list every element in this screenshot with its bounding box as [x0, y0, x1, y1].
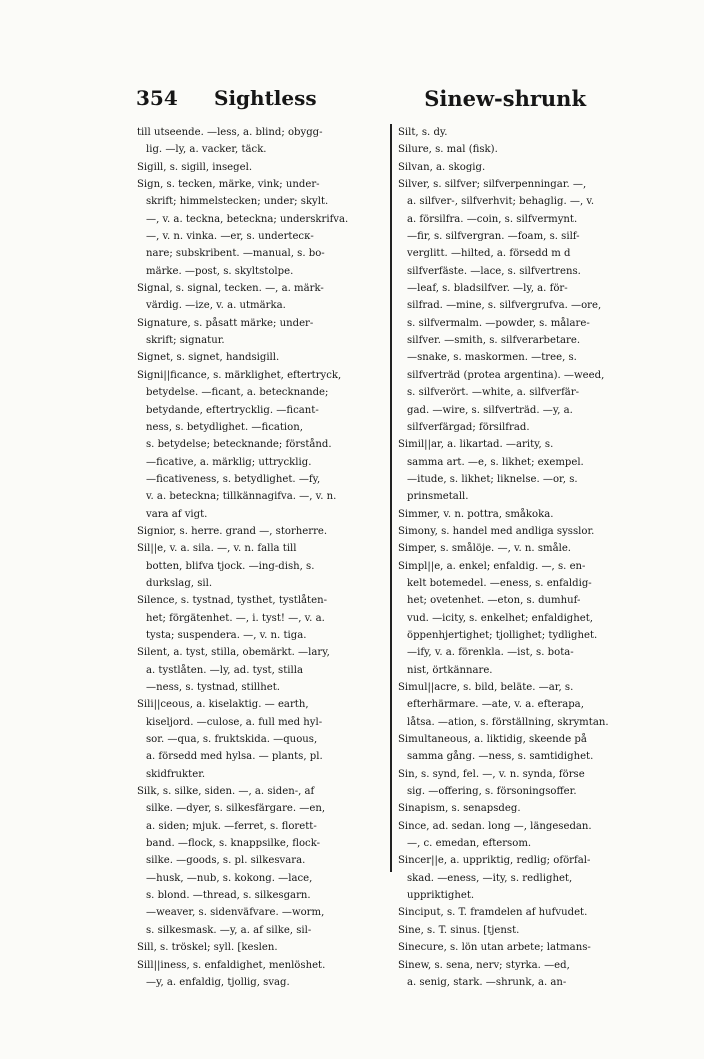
entry-first-line: Signior, s. herre. grand —, storherre.: [137, 525, 328, 537]
entry-continuation-line: låtsa. —ation, s. förställning, skrymtan.: [407, 716, 609, 728]
entry-continuation-line: kelt botemedel. —eness, s. enfaldig-: [407, 577, 592, 589]
entry-continuation-line: a. försedd med hylsa. — plants, pl.: [146, 751, 323, 763]
entry-continuation-line: band. —flock, s. knappsilke, flock-: [146, 838, 321, 850]
dictionary-entry: [398, 957, 660, 992]
entry-first-line: till utseende. —less, a. blind; obygg-: [137, 127, 323, 138]
entry-continuation-line: silfver. —smith, s. silfverarbetare.: [407, 335, 581, 347]
entry-first-line: Sign, s. tecken, märke, vink; under-: [137, 179, 320, 191]
entry-first-line: Sinew, s. sena, nerv; styrka. —ed,: [398, 959, 570, 971]
entry-continuation-line: s. betydelse; betecknande; förstånd.: [146, 439, 332, 451]
dictionary-entry: [398, 852, 660, 904]
page-number: 354: [136, 86, 178, 110]
entry-first-line: Sill, s. tröskel; syll. [keslen.: [137, 942, 278, 954]
entry-continuation-line: silfverfärgad; försilfrad.: [407, 421, 530, 433]
dictionary-entry: [137, 280, 389, 315]
dictionary-entry: [137, 176, 389, 280]
entry-first-line: Sinciput, s. T. framdelen af hufvudet.: [398, 907, 588, 919]
dictionary-entry: [398, 176, 660, 436]
entry-continuation-line: vud. —icity, s. enkelhet; enfaldighet,: [407, 612, 593, 624]
entry-first-line: Silure, s. mal (fisk).: [398, 144, 498, 156]
page-header: [136, 86, 586, 116]
entry-continuation-line: durkslag, sil.: [146, 577, 213, 589]
entry-continuation-line: skidfrukter.: [146, 768, 206, 780]
entry-first-line: Sinapism, s. senapsdeg.: [398, 803, 521, 815]
entry-continuation-line: a. tystlåten. —ly, ad. tyst, stilla: [146, 664, 303, 676]
entry-first-line: Silt, s. dy.: [398, 127, 448, 138]
entry-continuation-line: sor. —qua, s. fruktskida. —quous,: [146, 734, 318, 746]
entry-continuation-line: skrift; himmelstecken; under; skylt.: [146, 196, 329, 208]
entry-continuation-line: a. silfver-, silfverhvit; behaglig. —, v.: [407, 196, 595, 208]
entry-first-line: Signal, s. signal, tecken. —, a. märk-: [137, 283, 324, 295]
dictionary-entry: [398, 939, 660, 956]
entry-continuation-line: lig. —ly, a. vacker, täck.: [146, 144, 267, 156]
dictionary-entry: [398, 124, 660, 141]
dictionary-entry: [137, 783, 389, 939]
entry-continuation-line: a. försilfra. —coin, s. silfvermynt.: [407, 213, 578, 225]
entry-first-line: Simpl||e, a. enkel; enfaldig. —, s. en-: [398, 560, 586, 572]
entry-continuation-line: värdig. —ize, v. a. utmärka.: [146, 300, 286, 312]
entry-continuation-line: prinsmetall.: [407, 491, 469, 503]
entry-first-line: Silvan, a. skogig.: [398, 161, 486, 173]
entry-continuation-line: —husk, —nub, s. kokong. —lace,: [146, 872, 313, 884]
entry-first-line: Simmer, v. n. pottra, småkoka.: [398, 508, 554, 520]
dictionary-entry: [137, 367, 389, 523]
entry-continuation-line: vara af vigt.: [146, 508, 208, 520]
entry-first-line: Signi||ficance, s. märklighet, eftertryck,: [137, 369, 342, 381]
dictionary-entry: [398, 540, 660, 557]
entry-continuation-line: —ify, v. a. förenkla. —ist, s. bota-: [407, 647, 574, 659]
entry-continuation-line: sig. —offering, s. försoningsoffer.: [407, 786, 577, 798]
dictionary-entry: [137, 315, 389, 350]
entry-continuation-line: betydande, eftertrycklig. —ficant-: [146, 404, 319, 416]
entry-first-line: Signet, s. signet, handsigill.: [137, 352, 280, 364]
entry-continuation-line: —ficativeness, s. betydlighet. —fy,: [146, 473, 321, 485]
entry-first-line: Signature, s. påsatt märke; under-: [137, 317, 314, 329]
entry-continuation-line: —itude, s. likhet; liknelse. —or, s.: [407, 473, 578, 485]
entry-continuation-line: s. silkesmask. —y, a. af silke, sil-: [146, 924, 312, 936]
entry-continuation-line: —snake, s. maskormen. —tree, s.: [407, 352, 577, 364]
entry-continuation-line: öppenhjertighet; tjollighet; tydlighet.: [407, 629, 598, 641]
entry-continuation-line: s. silfverört. —white, a. silfverfär-: [407, 387, 580, 399]
entry-continuation-line: a. senig, stark. —shrunk, a. an-: [407, 976, 567, 988]
entry-continuation-line: uppriktighet.: [407, 890, 475, 902]
entry-continuation-line: silfverfäste. —lace, s. silfvertrens.: [407, 265, 581, 277]
dictionary-entry: [398, 159, 660, 176]
dictionary-entry: [137, 644, 389, 696]
entry-continuation-line: —leaf, s. bladsilfver. —ly, a. för-: [407, 283, 568, 295]
entry-first-line: Sincer||e, a. uppriktig, redlig; oförfal-: [398, 855, 591, 867]
entry-continuation-line: nare; subskribent. —manual, s. bo-: [146, 248, 325, 260]
entry-first-line: Sil||e, v. a. sila. —, v. n. falla till: [137, 543, 297, 555]
dictionary-entry: [398, 766, 660, 801]
dictionary-entry: [137, 592, 389, 644]
entry-continuation-line: s. blond. —thread, s. silkesgarn.: [146, 890, 311, 902]
entry-first-line: Sin, s. synd, fel. —, v. n. synda, förse: [398, 768, 585, 780]
entry-first-line: Silence, s. tystnad, tysthet, tystlåten-: [137, 595, 328, 607]
entry-continuation-line: samma art. —e, s. likhet; exempel.: [407, 456, 584, 468]
left-column: [137, 124, 389, 991]
dictionary-entry: [398, 558, 660, 679]
entry-continuation-line: gad. —wire, s. silfverträd. —y, a.: [407, 404, 573, 416]
entry-continuation-line: —ficative, a. märklig; uttrycklig.: [146, 456, 312, 468]
entry-continuation-line: skrift; signatur.: [146, 335, 225, 347]
entry-continuation-line: ness, s. betydlighet. —fication,: [146, 421, 303, 433]
entry-continuation-line: —, v. a. teckna, beteckna; underskrifva.: [146, 213, 349, 225]
dictionary-entry: [137, 540, 389, 592]
entry-first-line: Silver, s. silfver; silfverpenningar. —,: [398, 179, 587, 191]
entry-continuation-line: silfrad. —mine, s. silfvergrufva. —ore,: [407, 300, 602, 312]
entry-continuation-line: silke. —dyer, s. silkesfärgare. —en,: [146, 803, 326, 815]
entry-continuation-line: kiseljord. —culose, a. full med hyl-: [146, 716, 323, 728]
entry-first-line: Sine, s. T. sinus. [tjenst.: [398, 924, 520, 936]
entry-continuation-line: —fir, s. silfvergran. —foam, s. silf-: [407, 231, 580, 243]
entry-first-line: Silent, a. tyst, stilla, obemärkt. —lary,: [137, 647, 330, 659]
entry-continuation-line: —weaver, s. sidenväfvare. —worm,: [146, 907, 325, 919]
entry-continuation-line: het; förgätenhet. —, i. tyst! —, v. a.: [146, 612, 325, 624]
entry-first-line: Simper, s. smålöje. —, v. n. småle.: [398, 543, 572, 555]
entry-continuation-line: silfverträd (protea argentina). —weed,: [407, 369, 605, 381]
entry-continuation-line: betydelse. —ficant, a. betecknande;: [146, 387, 329, 399]
dictionary-entry: [398, 904, 660, 921]
dictionary-entry: [398, 506, 660, 523]
left-guide-word: Sightless: [214, 86, 317, 110]
dictionary-entry: [137, 159, 389, 176]
entry-continuation-line: —y, a. enfaldig, tjollig, svag.: [146, 976, 290, 988]
entry-first-line: Silk, s. silke, siden. —, a. siden-, af: [137, 786, 315, 798]
dictionary-entry: [137, 349, 389, 366]
entry-continuation-line: märke. —post, s. skyltstolpe.: [146, 265, 294, 277]
dictionary-entry: [398, 436, 660, 505]
dictionary-entry: [398, 731, 660, 766]
entry-continuation-line: verglitt. —hilted, a. försedd m d: [407, 248, 571, 260]
entry-continuation-line: —ness, s. tystnad, stillhet.: [146, 682, 280, 693]
entry-continuation-line: nist, örtkännare.: [407, 664, 493, 676]
dictionary-entry: [398, 523, 660, 540]
right-column: [398, 124, 660, 991]
entry-continuation-line: skad. —eness, —ity, s. redlighet,: [407, 872, 573, 884]
dictionary-entry: [398, 679, 660, 731]
entry-continuation-line: v. a. beteckna; tillkännagifva. —, v. n.: [146, 491, 337, 503]
entry-first-line: Simul||acre, s. bild, beläte. —ar, s.: [398, 682, 574, 693]
column-divider: [390, 124, 392, 872]
dictionary-entry: [137, 957, 389, 992]
dictionary-entry: [137, 523, 389, 540]
dictionary-entry: [137, 939, 389, 956]
dictionary-entry: [137, 696, 389, 783]
entry-first-line: Since, ad. sedan. long —, längesedan.: [398, 820, 592, 832]
entry-first-line: Simony, s. handel med andliga sysslor.: [398, 525, 595, 537]
dictionary-entry: [398, 800, 660, 817]
entry-continuation-line: silke. —goods, s. pl. silkesvara.: [146, 855, 306, 867]
entry-continuation-line: botten, blifva tjock. —ing-dish, s.: [146, 560, 315, 572]
entry-continuation-line: efterhärmare. —ate, v. a. efterapa,: [407, 699, 584, 711]
entry-continuation-line: het; ovetenhet. —eton, s. dumhuf-: [407, 595, 581, 607]
entry-continuation-line: s. silfvermalm. —powder, s. målare-: [407, 317, 590, 329]
dictionary-entry: [398, 141, 660, 158]
entry-first-line: Simil||ar, a. likartad. —arity, s.: [398, 439, 554, 451]
entry-continuation-line: —, v. n. vinka. —er, s. undertecк-: [146, 231, 314, 243]
dictionary-entry: [398, 818, 660, 853]
entry-continuation-line: samma gång. —ness, s. samtidighet.: [407, 751, 594, 763]
entry-first-line: Sill||iness, s. enfaldighet, menlöshet.: [137, 959, 326, 971]
entry-first-line: Simultaneous, a. liktidig, skeende på: [398, 734, 587, 746]
entry-continuation-line: —, c. emedan, eftersom.: [407, 838, 532, 850]
entry-continuation-line: tysta; suspendera. —, v. n. tiga.: [146, 629, 307, 641]
right-guide-word: Sinew-shrunk: [424, 86, 586, 111]
entry-first-line: Sigill, s. sigill, insegel.: [137, 161, 253, 173]
dictionary-entry: [398, 922, 660, 939]
entry-continuation-line: a. siden; mjuk. —ferret, s. florett-: [146, 820, 317, 832]
dictionary-entry: [137, 124, 389, 159]
entry-first-line: Sinecure, s. lön utan arbete; latmans-: [398, 942, 591, 954]
entry-first-line: Sili||ceous, a. kiselaktig. — earth,: [137, 699, 309, 711]
